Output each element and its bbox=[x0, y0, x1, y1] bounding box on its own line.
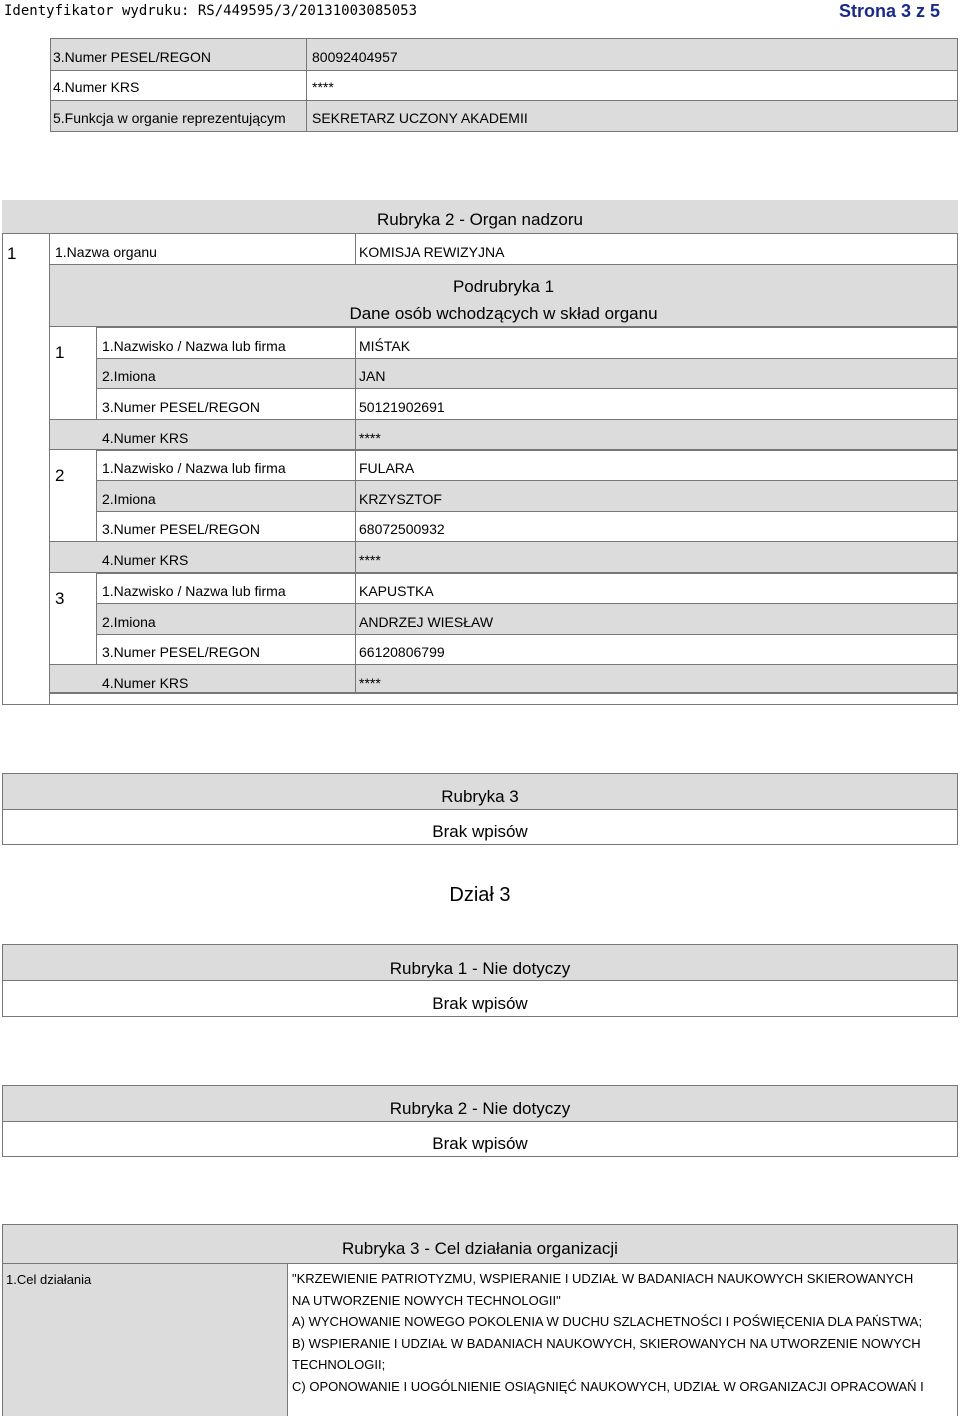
field-value: **** bbox=[359, 675, 381, 691]
empty-notice: Brak wpisów bbox=[432, 822, 528, 841]
field-label: 4.Numer KRS bbox=[102, 430, 189, 446]
field-label: 3.Numer PESEL/REGON bbox=[102, 644, 260, 660]
field-label: 2.Imiona bbox=[102, 614, 156, 630]
field-value: KRZYSZTOF bbox=[359, 491, 442, 507]
dzial-3-rubryka-1 bbox=[2, 944, 958, 1017]
person-index: 3 bbox=[55, 589, 65, 608]
field-label: 2.Imiona bbox=[102, 368, 156, 384]
field-label: 3.Numer PESEL/REGON bbox=[102, 521, 260, 537]
field-value: 66120806799 bbox=[359, 644, 445, 660]
field-label: 3.Numer PESEL/REGON bbox=[102, 399, 260, 415]
field-value: SEKRETARZ UCZONY AKADEMII bbox=[312, 110, 528, 126]
goal-line: TECHNOLOGII; bbox=[292, 1357, 386, 1372]
subsection-subtitle: Dane osób wchodzących w skład organu bbox=[349, 304, 658, 323]
field-value: KAPUSTKA bbox=[359, 583, 434, 599]
goal-line: B) WSPIERANIE I UDZIAŁ W BADANIACH NAUKOWYCH, SKIEROWANYCH NA UTWORZENIE NOWYCH bbox=[292, 1336, 921, 1351]
field-value: JAN bbox=[359, 368, 386, 384]
field-value: 68072500932 bbox=[359, 521, 445, 537]
top-rows bbox=[50, 38, 958, 132]
row-index: 1 bbox=[7, 244, 17, 263]
subsection-title: Podrubryka 1 bbox=[452, 277, 555, 296]
field-value: KOMISJA REWIZYJNA bbox=[359, 244, 505, 260]
section-title: Rubryka 2 - Organ nadzoru bbox=[377, 210, 583, 229]
field-value: 50121902691 bbox=[359, 399, 445, 415]
section-title: Rubryka 3 - Cel działania organizacji bbox=[342, 1239, 618, 1258]
field-value: FULARA bbox=[359, 460, 415, 476]
goal-line: NA UTWORZENIE NOWYCH TECHNOLOGII" bbox=[292, 1293, 561, 1308]
field-label: 1.Nazwa organu bbox=[55, 244, 157, 260]
page-number: Strona 3 z 5 bbox=[838, 1, 940, 21]
field-label: 4.Numer KRS bbox=[53, 79, 140, 95]
field-label: 4.Numer KRS bbox=[102, 552, 189, 568]
field-label: 3.Numer PESEL/REGON bbox=[53, 49, 211, 65]
section-title: Rubryka 1 - Nie dotyczy bbox=[389, 959, 571, 978]
field-label: 4.Numer KRS bbox=[102, 675, 189, 691]
field-label: 2.Imiona bbox=[102, 491, 156, 507]
person-index: 2 bbox=[55, 466, 65, 485]
field-value: MIŚTAK bbox=[359, 338, 411, 354]
person-index: 1 bbox=[55, 343, 65, 362]
dzial-3-rubryka-2 bbox=[2, 1085, 958, 1157]
field-label: 5.Funkcja w organie reprezentującym bbox=[53, 110, 286, 126]
empty-notice: Brak wpisów bbox=[432, 994, 528, 1013]
print-identifier: Identyfikator wydruku: RS/449595/3/20131003085053 bbox=[4, 3, 418, 19]
field-value: **** bbox=[359, 430, 381, 446]
field-value: **** bbox=[312, 79, 334, 95]
field-value: ANDRZEJ WIESŁAW bbox=[359, 614, 494, 630]
section-title: Rubryka 2 - Nie dotyczy bbox=[389, 1099, 571, 1118]
field-label: 1.Nazwisko / Nazwa lub firma bbox=[102, 338, 286, 354]
goal-line: C) OPONOWANIE I UOGÓLNIENIE OSIĄGNIĘĆ NAUKOWYCH, UDZIAŁ W ORGANIZACJI OPRACOWAŃ I bbox=[292, 1379, 924, 1394]
field-label: 1.Nazwisko / Nazwa lub firma bbox=[102, 460, 286, 476]
rubryka-3 bbox=[2, 773, 958, 845]
rubryka-2-organ-nadzoru bbox=[2, 200, 958, 705]
section-title: Rubryka 3 bbox=[441, 787, 519, 806]
goal-line: A) WYCHOWANIE NOWEGO POKOLENIA W DUCHU SZLACHETNOŚCI I POŚWIĘCENIA DLA PAŃSTWA; bbox=[292, 1314, 923, 1329]
goal-line: "KRZEWIENIE PATRIOTYZMU, WSPIERANIE I UDZIAŁ W BADANIACH NAUKOWYCH SKIEROWANYCH bbox=[292, 1271, 914, 1286]
empty-notice: Brak wpisów bbox=[432, 1134, 528, 1153]
field-label: 1.Cel działania bbox=[6, 1272, 92, 1287]
division-title: Dział 3 bbox=[449, 884, 511, 906]
dzial-3-rubryka-3 bbox=[2, 1224, 958, 1416]
field-value: **** bbox=[359, 552, 381, 568]
field-value: 80092404957 bbox=[312, 49, 398, 65]
field-label: 1.Nazwisko / Nazwa lub firma bbox=[102, 583, 286, 599]
